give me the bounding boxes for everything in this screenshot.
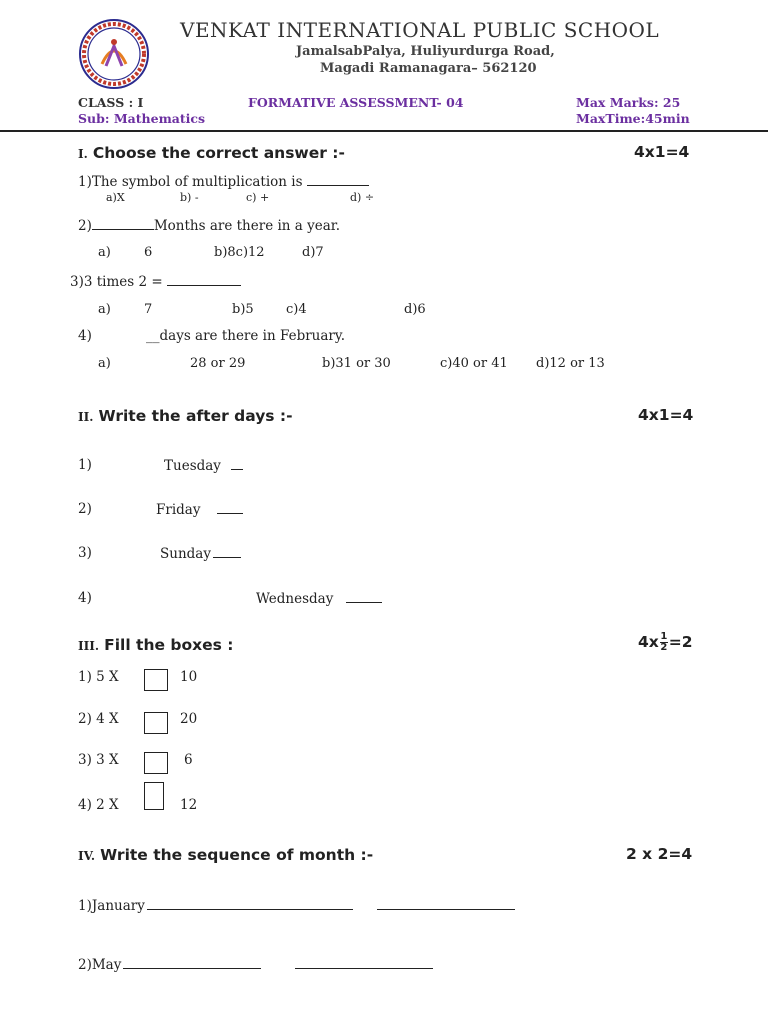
after-day-1-number: 1) — [78, 457, 92, 473]
question-4-option-b: b)31 or 30 — [322, 356, 391, 371]
section-3-roman: III. — [78, 639, 100, 653]
section-3-heading — [78, 635, 233, 654]
fill-box-3-left: 3) 3 X — [78, 752, 119, 768]
section-3-title: Fill the boxes : — [104, 636, 234, 654]
question-1-option-b: b) - — [180, 191, 199, 204]
question-4-option-c: c)40 or 41 — [440, 356, 508, 371]
day-name: Sunday — [160, 546, 211, 562]
fill-box-3-right: 6 — [184, 752, 193, 768]
after-day-2 — [156, 501, 243, 518]
question-3-option-a: a) — [98, 302, 111, 317]
fraction-numerator: 1 — [660, 631, 668, 642]
question-3-option-d: d)6 — [404, 302, 426, 317]
answer-blank[interactable] — [231, 457, 243, 470]
answer-blank[interactable] — [167, 273, 241, 286]
day-name: Friday — [156, 502, 201, 518]
answer-blank[interactable] — [92, 217, 154, 230]
fill-box-1[interactable] — [144, 669, 168, 691]
question-2-option-a-value: 6 — [144, 245, 153, 260]
question-1-number: 1) — [78, 174, 92, 190]
max-marks: Max Marks: 25 — [576, 95, 681, 110]
fill-box-4-right: 12 — [180, 797, 198, 813]
month-sequence-1 — [78, 897, 515, 914]
class-label: CLASS : I — [78, 95, 144, 110]
answer-blank[interactable] — [346, 590, 382, 603]
after-day-1 — [164, 457, 243, 474]
answer-blank-1[interactable] — [123, 956, 261, 969]
fill-box-2[interactable] — [144, 712, 168, 734]
section-2-roman: II. — [78, 410, 94, 424]
max-time: MaxTime:45min — [576, 111, 690, 126]
school-name: VENKAT INTERNATIONAL PUBLIC SCHOOL — [180, 18, 660, 42]
header-divider — [0, 130, 768, 132]
day-name: Tuesday — [164, 458, 221, 474]
question-3-option-a-value: 7 — [144, 302, 153, 317]
address-line-2: Magadi Ramanagara– 562120 — [320, 61, 537, 76]
section-1-heading — [78, 143, 345, 162]
month-name: January — [91, 898, 145, 914]
question-3-number: 3) — [70, 274, 84, 290]
question-3-option-c: c)4 — [286, 302, 307, 317]
section-2-title: Write the after days :- — [98, 407, 293, 425]
fill-box-2-right: 20 — [180, 711, 198, 727]
question-2-option-a: a) — [98, 245, 111, 260]
day-name: Wednesday — [256, 591, 334, 607]
question-4-option-a-value: 28 or 29 — [190, 356, 246, 371]
month-number: 2) — [78, 957, 92, 973]
section-2-marks: 4x1=4 — [638, 406, 694, 424]
question-1-option-d: d) ÷ — [350, 191, 375, 204]
fill-box-1-left: 1) 5 X — [78, 669, 119, 685]
answer-blank-2[interactable] — [295, 956, 433, 969]
after-day-3 — [160, 545, 241, 562]
section-4-marks: 2 x 2=4 — [626, 845, 693, 863]
month-sequence-2 — [78, 956, 433, 973]
question-4-option-d: d)12 or 13 — [536, 356, 605, 371]
question-2-number: 2) — [78, 218, 92, 234]
answer-blank[interactable] — [307, 173, 369, 186]
question-1-text: The symbol of multiplication is — [91, 174, 307, 190]
fill-box-4-left: 4) 2 X — [78, 797, 119, 813]
answer-blank-2[interactable] — [377, 897, 515, 910]
half-fraction — [660, 632, 668, 653]
section-4-roman: IV. — [78, 849, 96, 863]
subject-label: Sub: Mathematics — [78, 111, 206, 126]
section-1-marks: 4x1=4 — [634, 143, 690, 161]
question-3-text: 3 times 2 = — [83, 274, 167, 290]
fill-box-2-left: 2) 4 X — [78, 711, 119, 727]
answer-blank[interactable] — [213, 545, 241, 558]
month-name: May — [91, 957, 122, 973]
fraction-denominator: 2 — [660, 642, 668, 653]
question-2-option-d: d)7 — [302, 245, 324, 260]
section-1-title: Choose the correct answer :- — [92, 144, 345, 162]
address-line-1: JamalsabPalya, Huliyurdurga Road, — [296, 44, 555, 59]
question-3 — [70, 273, 241, 290]
assessment-title: FORMATIVE ASSESSMENT- 04 — [248, 95, 464, 110]
after-day-3-number: 3) — [78, 545, 92, 561]
question-1-option-c: c) + — [246, 191, 270, 204]
question-1-option-a: a)X — [106, 191, 125, 204]
section-3-marks-suffix: =2 — [668, 633, 693, 651]
question-2 — [78, 217, 340, 234]
question-4-number: 4) — [78, 328, 92, 344]
answer-blank-1[interactable] — [147, 897, 353, 910]
after-day-2-number: 2) — [78, 501, 92, 517]
fill-box-3[interactable] — [144, 752, 168, 774]
after-day-4-number: 4) — [78, 590, 92, 606]
section-4-title: Write the sequence of month :- — [100, 846, 374, 864]
section-3-marks-prefix: 4x — [638, 633, 659, 651]
fill-box-1-right: 10 — [180, 669, 198, 685]
after-day-4 — [256, 590, 382, 607]
question-4-text: __days are there in February. — [146, 328, 345, 344]
answer-blank[interactable] — [217, 501, 243, 514]
section-1-roman: I. — [78, 147, 88, 161]
fill-box-4[interactable] — [144, 782, 164, 810]
question-4-option-a: a) — [98, 356, 111, 371]
question-3-option-b: b)5 — [232, 302, 254, 317]
school-logo — [78, 18, 150, 90]
section-4-heading — [78, 845, 373, 864]
section-3-marks — [638, 632, 693, 653]
month-number: 1) — [78, 898, 92, 914]
question-1 — [78, 173, 369, 190]
question-2-option-bc: b)8c)12 — [214, 245, 265, 260]
section-2-heading — [78, 406, 293, 425]
question-2-text: Months are there in a year. — [153, 218, 341, 234]
